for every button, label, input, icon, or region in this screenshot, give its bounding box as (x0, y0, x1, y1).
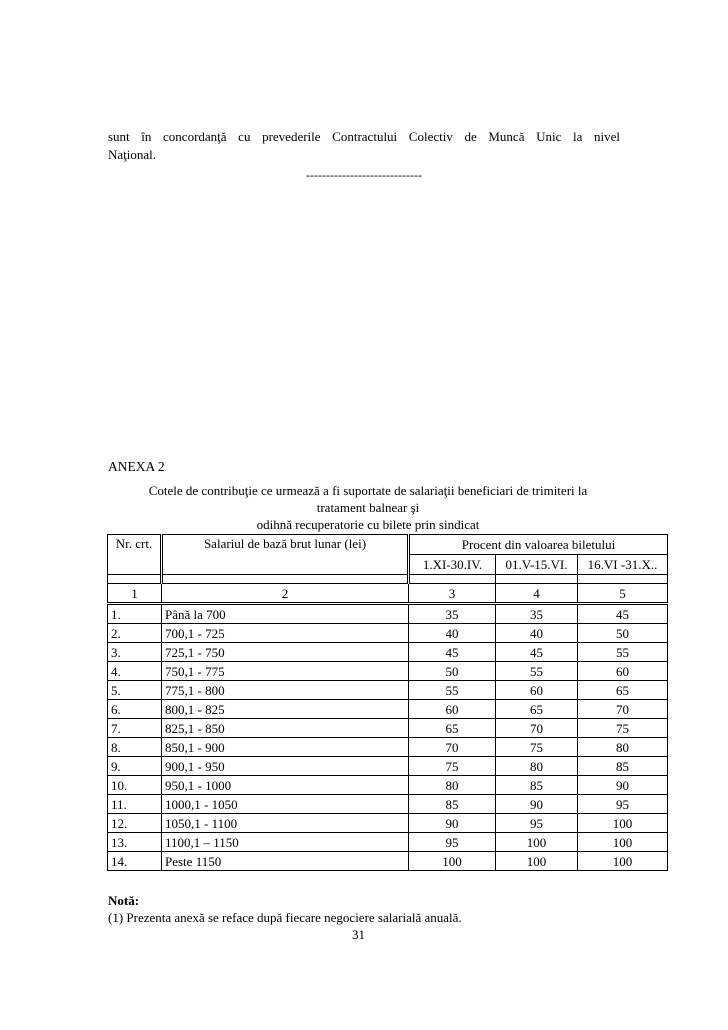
row-percent-period-3: 70 (578, 700, 668, 719)
row-percent-period-3: 100 (578, 852, 668, 871)
annex-description-line-1: Cotele de contribuţie ce urmează a fi suportate de salariaţii beneficiari de trimiteri la (148, 483, 588, 498)
row-percent-period-2: 45 (496, 643, 578, 662)
column-number: 2 (162, 584, 409, 604)
row-number: 7. (108, 719, 162, 738)
row-percent-period-3: 45 (578, 604, 668, 624)
row-percent-period-3: 65 (578, 681, 668, 700)
annex-title: ANEXA 2 (108, 459, 165, 474)
table-row (108, 757, 668, 776)
column-number: 1 (108, 584, 162, 604)
row-percent-period-2: 100 (496, 833, 578, 852)
annex-description (108, 482, 628, 533)
row-percent-period-3: 50 (578, 624, 668, 643)
row-percent-period-1: 45 (409, 643, 496, 662)
header-period-1: 1.XI-30.IV. (409, 555, 496, 575)
row-number: 6. (108, 700, 162, 719)
row-percent-period-2: 60 (496, 681, 578, 700)
table-row (108, 795, 668, 814)
row-percent-period-2: 100 (496, 852, 578, 871)
annex-description-line-2: tratament balnear şi (316, 500, 420, 515)
row-percent-period-3: 95 (578, 795, 668, 814)
row-number: 2. (108, 624, 162, 643)
table-row (108, 643, 668, 662)
row-number: 8. (108, 738, 162, 757)
row-percent-period-2: 75 (496, 738, 578, 757)
row-percent-period-3: 60 (578, 662, 668, 681)
row-number: 5. (108, 681, 162, 700)
row-percent-period-1: 35 (409, 604, 496, 624)
page-number: 31 (352, 927, 365, 942)
row-salary-range: 1050,1 - 1100 (162, 814, 409, 833)
table-column-number-row (108, 584, 668, 604)
row-percent-period-3: 55 (578, 643, 668, 662)
row-salary-range: 1100,1 – 1150 (162, 833, 409, 852)
row-percent-period-1: 70 (409, 738, 496, 757)
header-nr-crt: Nr. crt. (108, 535, 162, 575)
row-salary-range: 900,1 - 950 (162, 757, 409, 776)
intro-paragraph (108, 128, 620, 164)
row-number: 10. (108, 776, 162, 795)
table-row (108, 662, 668, 681)
row-salary-range: 725,1 - 750 (162, 643, 409, 662)
row-number: 11. (108, 795, 162, 814)
note-title: Notă: (108, 893, 140, 908)
row-percent-period-3: 85 (578, 757, 668, 776)
row-salary-range: 850,1 - 900 (162, 738, 409, 757)
row-percent-period-1: 90 (409, 814, 496, 833)
table-row (108, 604, 668, 624)
row-percent-period-2: 35 (496, 604, 578, 624)
row-number: 14. (108, 852, 162, 871)
row-number: 4. (108, 662, 162, 681)
row-percent-period-1: 80 (409, 776, 496, 795)
table-spacer-row (108, 575, 668, 584)
row-percent-period-1: 60 (409, 700, 496, 719)
header-percent: Procent din valoarea biletului (409, 535, 668, 555)
row-percent-period-2: 85 (496, 776, 578, 795)
row-salary-range: Peste 1150 (162, 852, 409, 871)
column-number: 3 (409, 584, 496, 604)
row-salary-range: 825,1 - 850 (162, 719, 409, 738)
row-number: 1. (108, 604, 162, 624)
row-percent-period-1: 95 (409, 833, 496, 852)
table-row (108, 852, 668, 871)
row-percent-period-3: 100 (578, 814, 668, 833)
row-salary-range: 950,1 - 1000 (162, 776, 409, 795)
row-percent-period-3: 90 (578, 776, 668, 795)
table-row (108, 833, 668, 852)
note-text: (1) Prezenta anexă se reface după fiecare negociere salarială anuală. (108, 910, 462, 925)
annex-description-line-3: odihnă recuperatorie cu bilete prin sindicat (256, 517, 480, 532)
row-percent-period-2: 40 (496, 624, 578, 643)
row-percent-period-1: 40 (409, 624, 496, 643)
table-row (108, 719, 668, 738)
row-number: 13. (108, 833, 162, 852)
row-percent-period-1: 85 (409, 795, 496, 814)
row-number: 3. (108, 643, 162, 662)
row-percent-period-3: 75 (578, 719, 668, 738)
table-row (108, 814, 668, 833)
row-percent-period-2: 90 (496, 795, 578, 814)
row-percent-period-2: 95 (496, 814, 578, 833)
header-period-2: 01.V-15.VI. (496, 555, 578, 575)
row-percent-period-2: 70 (496, 719, 578, 738)
row-number: 9. (108, 757, 162, 776)
column-number: 4 (496, 584, 578, 604)
intro-line-1: sunt în concordanţă cu prevederile Contractului Colectiv de Muncă Unic la nivel (108, 129, 620, 144)
row-percent-period-3: 80 (578, 738, 668, 757)
header-period-3: 16.VI -31.X.. (578, 555, 668, 575)
table-row (108, 738, 668, 757)
row-salary-range: 750,1 - 775 (162, 662, 409, 681)
table-row (108, 700, 668, 719)
row-number: 12. (108, 814, 162, 833)
row-percent-period-3: 100 (578, 833, 668, 852)
row-percent-period-1: 50 (409, 662, 496, 681)
row-salary-range: 775,1 - 800 (162, 681, 409, 700)
row-percent-period-2: 80 (496, 757, 578, 776)
table-row (108, 681, 668, 700)
row-salary-range: 800,1 - 825 (162, 700, 409, 719)
row-percent-period-2: 65 (496, 700, 578, 719)
row-salary-range: 700,1 - 725 (162, 624, 409, 643)
row-percent-period-1: 100 (409, 852, 496, 871)
table-header-row-1 (108, 535, 668, 555)
table-row (108, 776, 668, 795)
table-row (108, 624, 668, 643)
header-salary: Salariul de bază brut lunar (lei) (162, 535, 409, 575)
contribution-table (107, 534, 668, 871)
row-percent-period-1: 75 (409, 757, 496, 776)
row-salary-range: Până la 700 (162, 604, 409, 624)
row-salary-range: 1000,1 - 1050 (162, 795, 409, 814)
row-percent-period-2: 55 (496, 662, 578, 681)
row-percent-period-1: 55 (409, 681, 496, 700)
column-number: 5 (578, 584, 668, 604)
row-percent-period-1: 65 (409, 719, 496, 738)
section-divider: ----------------------------- (306, 168, 422, 182)
intro-line-2: Naţional. (108, 147, 157, 162)
